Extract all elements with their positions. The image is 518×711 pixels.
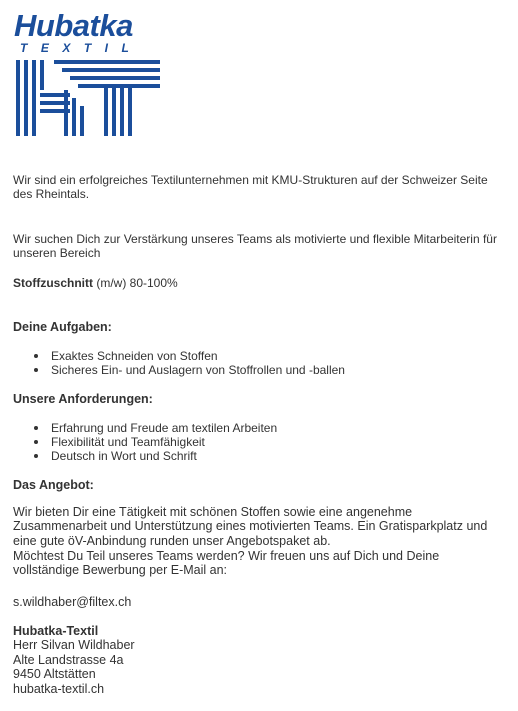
offer-call: Möchtest Du Teil unseres Teams werden? Wir freuen uns auf Dich und Deine vollständige Bewerbung per E-Mail an: bbox=[13, 549, 440, 578]
contact-city: 9450 Altstätten bbox=[13, 667, 96, 682]
list-item: Erfahrung und Freude am textilen Arbeiten bbox=[51, 421, 278, 435]
intro-text: Wir sind ein erfolgreiches Textilunternehmen mit KMU-Strukturen auf der Schweizer Seite des Rheintals. bbox=[13, 173, 488, 201]
contact-web: hubatka-textil.ch bbox=[13, 681, 105, 696]
position-detail: (m/w) 80-100% bbox=[93, 276, 178, 290]
contact-email[interactable] bbox=[13, 595, 508, 609]
logo-wordmark: Hubatka bbox=[14, 8, 133, 43]
list-item: Deutsch in Wort und Schrift bbox=[51, 449, 277, 463]
contact-street: Alte Landstrasse 4a bbox=[13, 652, 124, 667]
list-item: Sicheres Ein- und Auslagern von Stoffrollen und -ballen bbox=[51, 363, 345, 377]
requirements-list bbox=[13, 421, 277, 463]
contact-person: Herr Silvan Wildhaber bbox=[13, 638, 135, 653]
position-line bbox=[13, 276, 508, 290]
contact-company: Hubatka-Textil bbox=[13, 624, 99, 638]
email-link[interactable]: s.wildhaber@filtex.ch bbox=[13, 595, 132, 609]
tasks-list bbox=[13, 349, 345, 377]
list-item: Flexibilität und Teamfähigkeit bbox=[51, 435, 277, 449]
offer-heading: Das Angebot: bbox=[13, 478, 94, 492]
logo-ht-mark bbox=[14, 60, 160, 136]
requirements-heading: Unsere Anforderungen: bbox=[13, 392, 153, 406]
company-logo bbox=[14, 10, 160, 128]
search-text: Wir suchen Dich zur Verstärkung unseres Teams als motivierte und flexible Mitarbeiterin für unseren Bereich bbox=[13, 232, 497, 260]
tasks-heading: Deine Aufgaben: bbox=[13, 320, 112, 334]
offer-text: Wir bieten Dir eine Tätigkeit mit schönen Stoffen sowie eine angenehme Zusammenarbeit und Unterstützung eines motivierten Teams. Ein Gratisparkplatz und eine gute öV-Anbindung runden unser Angebotspaket ab. bbox=[13, 505, 488, 548]
position-title: Stoffzuschnitt bbox=[13, 276, 93, 290]
list-item: Exaktes Schneiden von Stoffen bbox=[51, 349, 345, 363]
contact-address bbox=[13, 624, 508, 696]
logo-subtitle: TEXTIL bbox=[20, 41, 143, 55]
